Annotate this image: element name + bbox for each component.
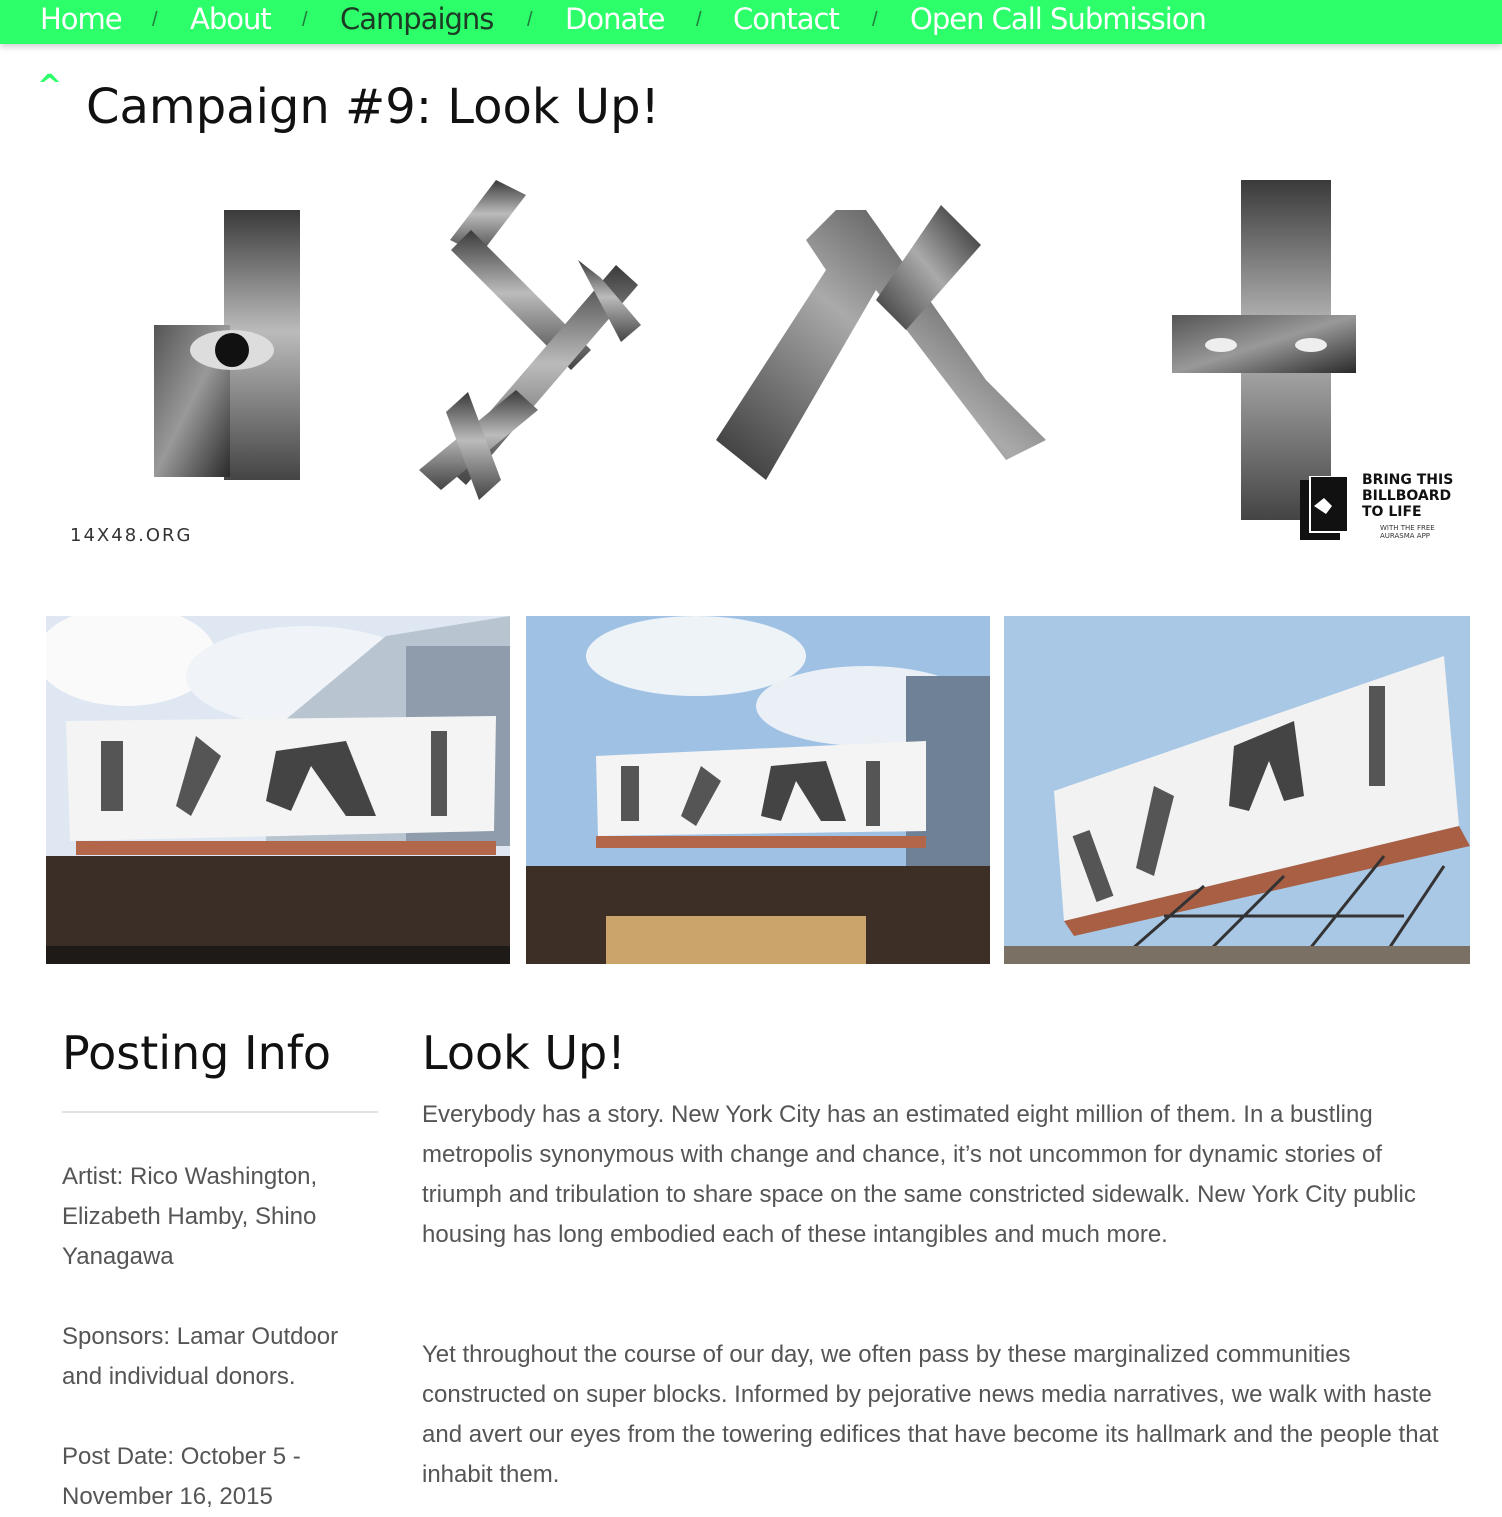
nav-contact[interactable]: Contact <box>733 2 839 36</box>
hero-url-text: 14X48.ORG <box>70 525 193 546</box>
badge-text: BRING THIS BILLBOARD TO LIFE <box>1362 472 1454 520</box>
nav-separator: / <box>872 9 878 31</box>
article-paragraph: Everybody has a story. New York City has an estimated eight million of them. In a bustling metropolis synonymous with change and chance, it’s not uncommon for dynamic stories of triumph and tribulation to share space on the same constricted sidewalk. New York City public housing has long embodied each of these intangibles and much more. <box>422 1101 1416 1248</box>
caret-up-icon[interactable]: ^ <box>37 69 63 104</box>
sponsors-info: Sponsors: Lamar Outdoor and individual donors. <box>62 1323 339 1390</box>
billboard-artwork-shapes <box>46 160 1470 580</box>
top-nav <box>0 0 1502 44</box>
nav-campaigns[interactable]: Campaigns <box>340 2 494 36</box>
sidebar-divider <box>62 1111 378 1113</box>
art-shape-3 <box>716 205 1046 480</box>
nav-open-call-submission[interactable]: Open Call Submission <box>910 2 1206 36</box>
nav-donate[interactable]: Donate <box>565 2 665 36</box>
article-title: Look Up! <box>422 1026 626 1080</box>
nav-separator: / <box>527 9 533 31</box>
nav-about[interactable]: About <box>190 2 271 36</box>
page-title: Campaign #9: Look Up! <box>86 79 660 135</box>
nav-separator: / <box>152 9 158 31</box>
art-shape-4 <box>1172 180 1356 520</box>
billboard-photo[interactable] <box>526 616 990 964</box>
billboard-artwork <box>46 160 1470 580</box>
billboard-photo[interactable] <box>1004 616 1470 964</box>
post-date-info: Post Date: October 5 - November 16, 2015 <box>62 1443 301 1510</box>
billboard-photo[interactable] <box>46 616 510 964</box>
nav-home[interactable]: Home <box>40 2 122 36</box>
aurasma-logo-icon <box>1300 476 1348 540</box>
posting-info-title: Posting Info <box>62 1026 332 1080</box>
nav-separator: / <box>302 9 308 31</box>
nav-separator: / <box>696 9 702 31</box>
bring-billboard-badge <box>1300 472 1460 544</box>
art-shape-1 <box>154 210 300 480</box>
art-shape-2 <box>419 180 641 500</box>
badge-subtext: WITH THE FREE AURASMA APP <box>1380 524 1435 540</box>
artist-info: Artist: Rico Washington, Elizabeth Hamby, Shino Yanagawa <box>62 1163 318 1270</box>
article-paragraph: Yet throughout the course of our day, we often pass by these marginalized communities constructed on super blocks. Informed by pejorative news media narratives, we walk with haste and avert our eyes from the towering edifices that have become its hallmark and the people that inhabit them. <box>422 1341 1439 1488</box>
